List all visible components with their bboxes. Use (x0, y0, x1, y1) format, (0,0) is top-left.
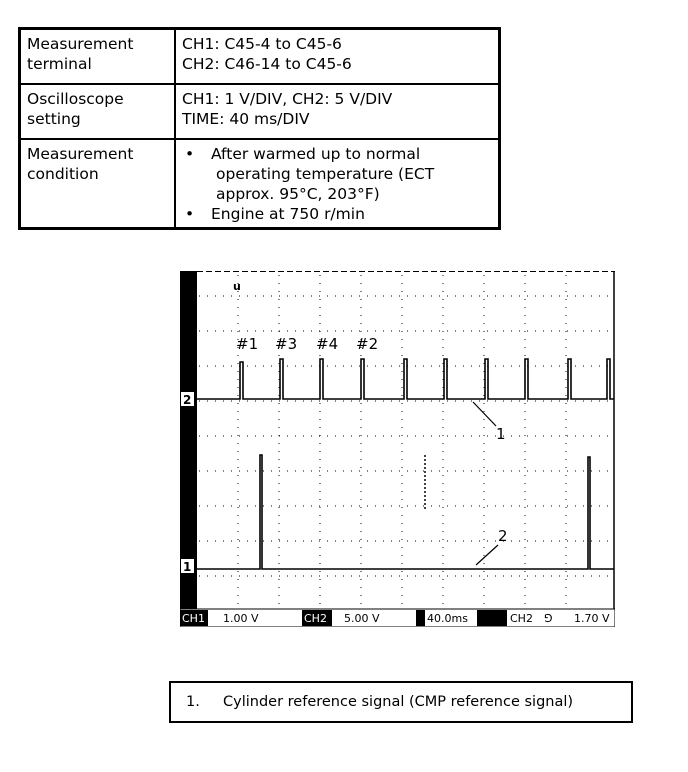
spec-row-setting (20, 84, 500, 139)
spec-value-cell (175, 84, 500, 139)
measurement-spec-table (18, 27, 501, 230)
callout-1: 1 (496, 425, 506, 443)
spec-value-line: TIME: 40 ms/DIV (182, 110, 310, 128)
cylinder-label: #1 (236, 335, 259, 353)
spec-label-line: Measurement (27, 35, 134, 53)
spec-label-line: Oscilloscope (27, 90, 124, 108)
legend-box (169, 681, 633, 723)
bullet-icon: • (185, 205, 195, 223)
spec-label-cell (20, 84, 176, 139)
spec-label-cell (20, 139, 176, 229)
condition-item (182, 144, 493, 204)
ch1-tag: CH1 (182, 612, 205, 625)
spec-value-cell (175, 139, 500, 229)
callout-2-leader (476, 545, 498, 565)
spec-value-line: CH1: C45-4 to C45-6 (182, 35, 342, 53)
ch1-volts-per-div: 1.00 V (223, 612, 259, 625)
condition-list (182, 144, 493, 224)
graticule (199, 275, 612, 607)
cylinder-label: #2 (356, 335, 379, 353)
spec-value-line: CH2: C46-14 to C45-6 (182, 55, 352, 73)
condition-item (182, 204, 493, 224)
ch2-tag: CH2 (304, 612, 327, 625)
spec-label-line: condition (27, 165, 99, 183)
trigger-channel: CH2 (510, 612, 533, 625)
trigger-slope-icon: ⅁ (544, 612, 553, 625)
legend-number: 1. (186, 694, 200, 710)
ch2-cmp-trace (197, 359, 614, 399)
trigger-marker: u (233, 280, 241, 293)
spec-label-line: setting (27, 110, 81, 128)
spec-row-terminal (20, 29, 500, 85)
condition-line: After warmed up to normal (211, 145, 421, 163)
spec-row-condition (20, 139, 500, 229)
callout-1-leader (473, 402, 496, 426)
time-per-div: 40.0ms (427, 612, 468, 625)
trigger-level: 1.70 V (574, 612, 610, 625)
callout-2: 2 (498, 527, 508, 545)
cylinder-label: #3 (275, 335, 298, 353)
bullet-icon: • (185, 145, 195, 163)
trigger-tag-box (477, 610, 507, 626)
spec-label-line: terminal (27, 55, 92, 73)
spec-value-line: CH1: 1 V/DIV, CH2: 5 V/DIV (182, 90, 393, 108)
ch1-reference-trace (197, 455, 614, 569)
condition-line: Engine at 750 r/min (211, 205, 365, 223)
condition-line: approx. 95°C, 203°F) (216, 185, 380, 203)
condition-line: operating temperature (ECT (216, 165, 435, 183)
spec-label-line: Measurement (27, 145, 134, 163)
spec-label-cell (20, 29, 176, 85)
oscilloscope-display (180, 271, 615, 627)
time-tag-box (416, 610, 425, 626)
cylinder-label: #4 (316, 335, 339, 353)
ch2-marker: 2 (183, 393, 192, 407)
spec-value-cell (175, 29, 500, 85)
ch2-volts-per-div: 5.00 V (344, 612, 380, 625)
oscilloscope-screen (180, 271, 615, 627)
ch1-marker: 1 (183, 560, 192, 574)
legend-text: Cylinder reference signal (CMP reference signal) (223, 694, 574, 710)
